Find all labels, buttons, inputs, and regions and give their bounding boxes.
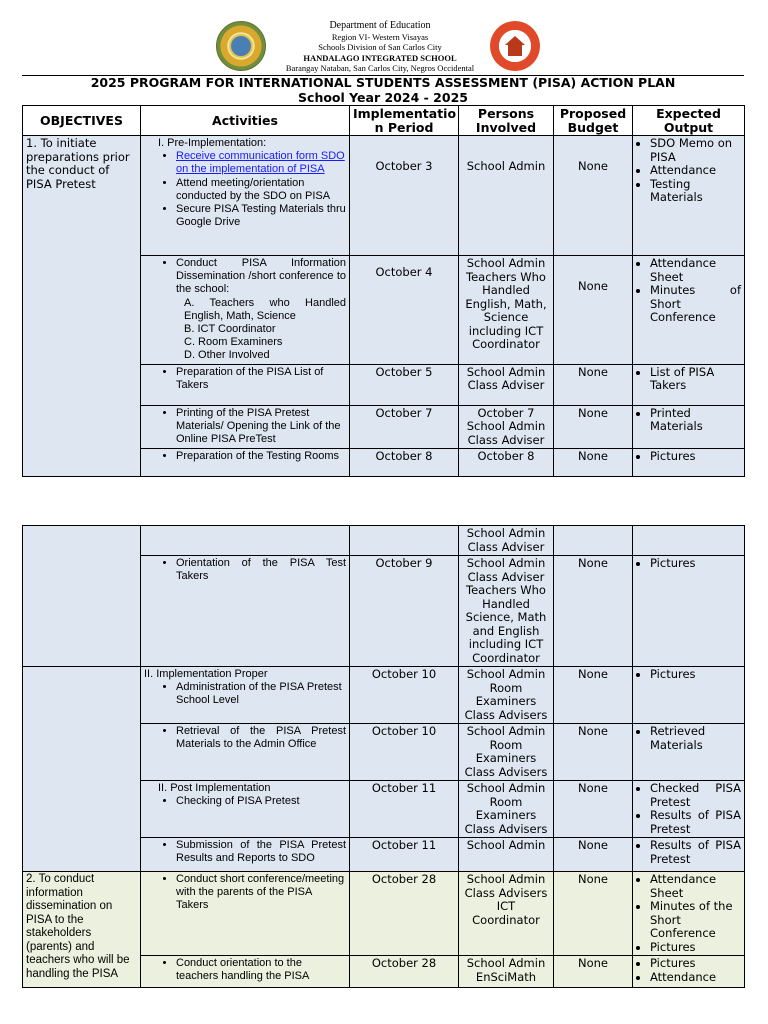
output-item: • Printed Materials (650, 407, 741, 434)
persons-cell: School Admin EnSciMath (459, 956, 554, 988)
persons-cell: School Admin Class Adviser (459, 364, 554, 405)
period-cell: October 28 (350, 872, 459, 956)
sub-item: D. Other Involved (184, 349, 270, 362)
output-cell (633, 781, 745, 838)
activity-cell (141, 136, 350, 256)
school-logo (490, 21, 540, 71)
activity-cell (141, 724, 350, 781)
objective-cell: 1. To initiate preparations prior the conduct of PISA Pretest (23, 136, 141, 477)
period-cell: October 4 (350, 256, 459, 365)
activity-cell (141, 256, 350, 365)
output-cell (633, 872, 745, 956)
output-item: • Pictures (650, 957, 741, 971)
output-item: • Minutes of the Short Conference (650, 900, 741, 941)
output-cell (633, 136, 745, 256)
budget-cell: None (554, 956, 633, 988)
output-cell (633, 405, 745, 449)
persons-cell: School Admin Room Examiners Class Advisers (459, 667, 554, 724)
persons-cell: School Admin (459, 136, 554, 256)
table-row (23, 667, 745, 724)
activity-cell (141, 556, 350, 667)
persons-cell: October 7 School Admin Class Adviser (459, 405, 554, 449)
period-cell (350, 526, 459, 556)
phase-heading: II. Implementation Proper (144, 668, 268, 680)
col-budget: Proposed Budget (554, 106, 633, 136)
sdo-communication-link[interactable]: Receive communication form SDO on the implementation of PISA (176, 150, 345, 176)
output-item: • Checked PISA Pretest (650, 782, 741, 809)
period-cell: October 5 (350, 364, 459, 405)
output-item: • SDO Memo on PISA (650, 137, 741, 164)
budget-cell: None (554, 667, 633, 724)
division-name: Schools Division of San Carlos City (318, 42, 442, 53)
persons-cell: School Admin (459, 838, 554, 872)
document-title (22, 76, 744, 105)
col-persons: Persons Involved (459, 106, 554, 136)
activity-item: • Submission of the PISA Pretest Results and Reports to SDO (176, 839, 346, 865)
output-cell (633, 364, 745, 405)
letterhead-text (260, 20, 500, 73)
output-item: • Results of PISA Pretest (650, 809, 741, 836)
budget-cell: None (554, 838, 633, 872)
title-line-1: 2025 PROGRAM FOR INTERNATIONAL STUDENTS ASSESSMENT (PISA) ACTION PLAN (90, 75, 676, 90)
col-output: Expected Output (633, 106, 745, 136)
output-item: • Attendance Sheet (650, 873, 741, 900)
activity-item: • Conduct orientation to the teachers handling the PISA (176, 957, 346, 983)
activity-item: • Orientation of the PISA Test Takers (176, 557, 346, 583)
activity-item: • Secure PISA Testing Materials thru Google Drive (176, 203, 346, 229)
division-seal-logo (216, 21, 266, 71)
dept-name: Department of Education (329, 20, 431, 31)
activity-item: • Printing of the PISA Pretest Materials/ Opening the Link of the Online PISA PreTest (176, 407, 346, 447)
school-name: HANDALAGO INTEGRATED SCHOOL (303, 52, 457, 63)
activity-item: • Attend meeting/orientation conducted by the SDO on PISA (176, 177, 346, 203)
activity-item: • Retrieval of the PISA Pretest Materials to the Admin Office (176, 725, 346, 751)
output-cell (633, 526, 745, 556)
activity-item: • Checking of PISA Pretest (176, 795, 346, 808)
period-cell: October 9 (350, 556, 459, 667)
objective-cell (23, 526, 141, 667)
budget-cell: None (554, 781, 633, 838)
activity-cell (141, 526, 350, 556)
table-row (23, 136, 745, 256)
activity-cell (141, 449, 350, 477)
phase-heading: II. Post Implementation (158, 782, 271, 794)
period-cell: October 10 (350, 667, 459, 724)
activity-cell (141, 405, 350, 449)
sub-item: B. ICT Coordinator (184, 323, 276, 336)
table-header-row (23, 106, 745, 136)
output-cell (633, 256, 745, 365)
persons-cell: School Admin Room Examiners Class Advisers (459, 781, 554, 838)
output-cell (633, 449, 745, 477)
activity-item: • Administration of the PISA Pretest School Level (176, 681, 346, 707)
table-row (23, 526, 745, 556)
output-cell (633, 667, 745, 724)
budget-cell: None (554, 136, 633, 256)
period-cell: October 3 (350, 136, 459, 256)
output-item: • Retrieved Materials (650, 725, 741, 752)
budget-cell: None (554, 405, 633, 449)
output-item: • Pictures (650, 557, 741, 571)
period-cell: October 8 (350, 449, 459, 477)
activity-cell (141, 781, 350, 838)
col-period: Implementatio n Period (350, 106, 459, 136)
period-cell: October 11 (350, 838, 459, 872)
activity-item: • Preparation of the PISA List of Takers (176, 366, 346, 392)
output-cell (633, 724, 745, 781)
persons-cell: School Admin Class Adviser (459, 526, 554, 556)
action-plan-table-1 (22, 105, 745, 477)
activity-cell (141, 872, 350, 956)
letterhead (0, 20, 768, 76)
sub-item: C. Room Examiners (184, 336, 283, 349)
persons-cell: School Admin Teachers Who Handled English, Math, Science including ICT Coordinator (459, 256, 554, 365)
persons-cell: School Admin Room Examiners Class Advisers (459, 724, 554, 781)
persons-cell: School Admin Class Adviser Teachers Who Handled Science, Math and English including ICT Coordinator (459, 556, 554, 667)
output-cell (633, 956, 745, 988)
objective-cell: 2. To conduct information dissemination on PISA to the stakeholders (parents) and teachers who will be handling the PISA (23, 872, 141, 988)
activity-cell (141, 667, 350, 724)
output-item: • Attendance (650, 971, 741, 985)
period-cell: October 28 (350, 956, 459, 988)
output-item: • Pictures (650, 941, 741, 955)
activity-cell (141, 838, 350, 872)
output-item: • Attendance (650, 164, 741, 178)
region-name: Region VI- Western Visayas (331, 32, 429, 42)
activity-link-item[interactable] (176, 150, 346, 176)
activity-cell (141, 364, 350, 405)
activity-cell (141, 956, 350, 988)
output-item: • Minutes of Short Conference (650, 284, 741, 325)
output-item: • Results of PISA Pretest (650, 839, 741, 866)
action-plan-table-2 (22, 525, 745, 988)
objective-cell (23, 667, 141, 872)
persons-cell: School Admin Class Advisers ICT Coordinator (459, 872, 554, 956)
output-item: • Testing Materials (650, 178, 741, 205)
title-line-2: School Year 2024 - 2025 (298, 89, 468, 105)
budget-cell: None (554, 449, 633, 477)
table-row (23, 872, 745, 956)
output-item: • List of PISA Takers (650, 366, 741, 393)
sub-item: A. Teachers who Handled English, Math, Science (184, 296, 346, 322)
phase-heading: I. Pre-Implementation: (158, 137, 267, 149)
activity-item: • Preparation of the Testing Rooms (176, 450, 346, 463)
output-item: • Pictures (650, 450, 741, 464)
activity-item: • Conduct PISA Information Dissemination /short conference to the school: (176, 257, 346, 297)
budget-cell: None (554, 364, 633, 405)
output-item: • Attendance Sheet (650, 257, 741, 284)
persons-cell: October 8 (459, 449, 554, 477)
period-cell: October 11 (350, 781, 459, 838)
period-cell: October 7 (350, 405, 459, 449)
budget-cell: None (554, 556, 633, 667)
budget-cell (554, 526, 633, 556)
col-objectives: OBJECTIVES (23, 106, 141, 136)
budget-cell: None (554, 256, 633, 365)
activity-item: • Conduct short conference/meeting with the parents of the PISA Takers (176, 873, 346, 913)
school-address: Barangay Nataban, San Carlos City, Negros Occidental (285, 62, 475, 73)
output-cell (633, 838, 745, 872)
output-item: • Pictures (650, 668, 741, 682)
output-cell (633, 556, 745, 667)
col-activities: Activities (141, 106, 350, 136)
period-cell: October 10 (350, 724, 459, 781)
budget-cell: None (554, 724, 633, 781)
budget-cell: None (554, 872, 633, 956)
